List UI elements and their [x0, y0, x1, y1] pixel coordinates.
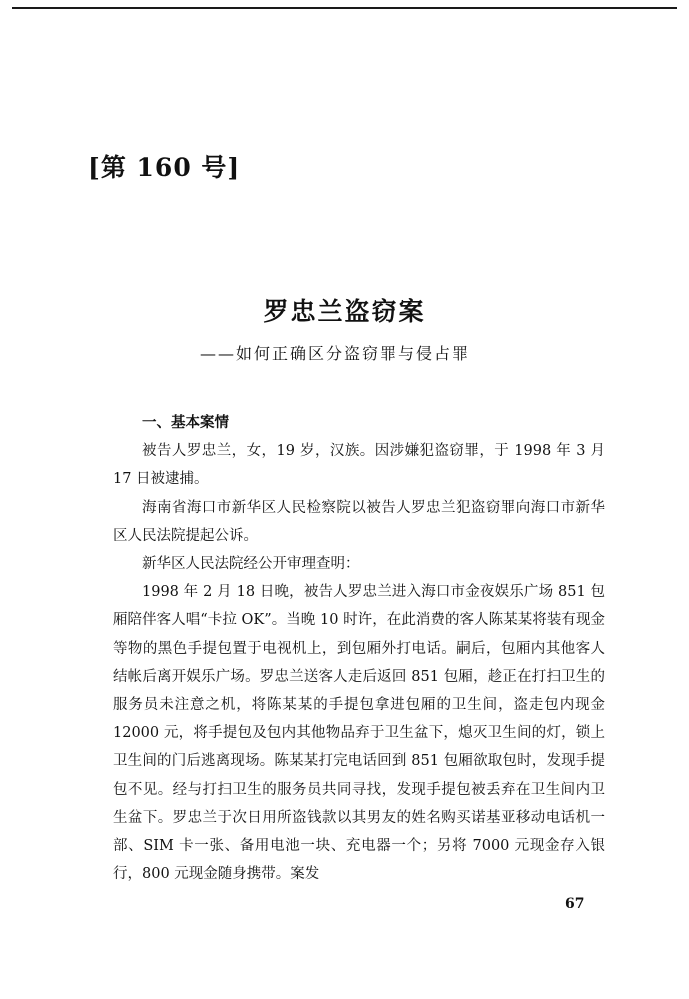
case-body	[113, 409, 605, 888]
top-rule	[12, 7, 677, 9]
section-heading: 一、基本案情	[142, 415, 229, 431]
page-number: 67	[565, 896, 585, 912]
paragraph-prosecution: 海南省海口市新华区人民检察院以被告人罗忠兰犯盗窃罪向海口市新华区人民法院提起公诉。	[113, 499, 605, 544]
paragraph-trial-finding-intro: 新华区人民法院经公开审理查明：	[142, 556, 360, 573]
paragraph-facts: 1998 年 2 月 18 日晚，被告人罗忠兰进入海口市金夜娱乐广场 851 包厢陪伴客人唱“卡拉 OK”。当晚 10 时许，在此消费的客人陈某某将装有现金等物的黑色手提包置于电视机上，到包厢外打电话。嗣后，包厢内其他客人结帐后离开娱乐广场。罗忠兰送客人走后返回 851 包厢，趁正在打扫卫生的服务员未注意之机，将陈某某的手提包拿进包厢的卫生间，盗走包内现金 12000 元，将手提包及包内其他物品弃于卫生盆下，熄灭卫生间的灯，锁上卫生间的门后逃离现场。陈某某打完电话回到 851 包厢欲取包时，发现手提包不见。经与打扫卫生的服务员共同寻找，发现手提包被丢弃在卫生间内卫生盆下。罗忠兰于次日用所盗钱款以其男友的姓名购买诺基亚移动电话机一部、SIM 卡一张、备用电池一块、充电器一个；另将 7000 元现金存入银行，800 元现金随身携带。案发	[113, 584, 605, 883]
case-number: [第 160 号]	[88, 153, 241, 182]
case-title: 罗忠兰盗窃案	[263, 297, 426, 326]
case-subtitle: ——如何正确区分盗窃罪与侵占罪	[200, 344, 471, 363]
paragraph-defendant-info: 被告人罗忠兰，女，19 岁，汉族。因涉嫌犯盗窃罪，于 1998 年 3 月 17 日被逮捕。	[113, 443, 605, 488]
